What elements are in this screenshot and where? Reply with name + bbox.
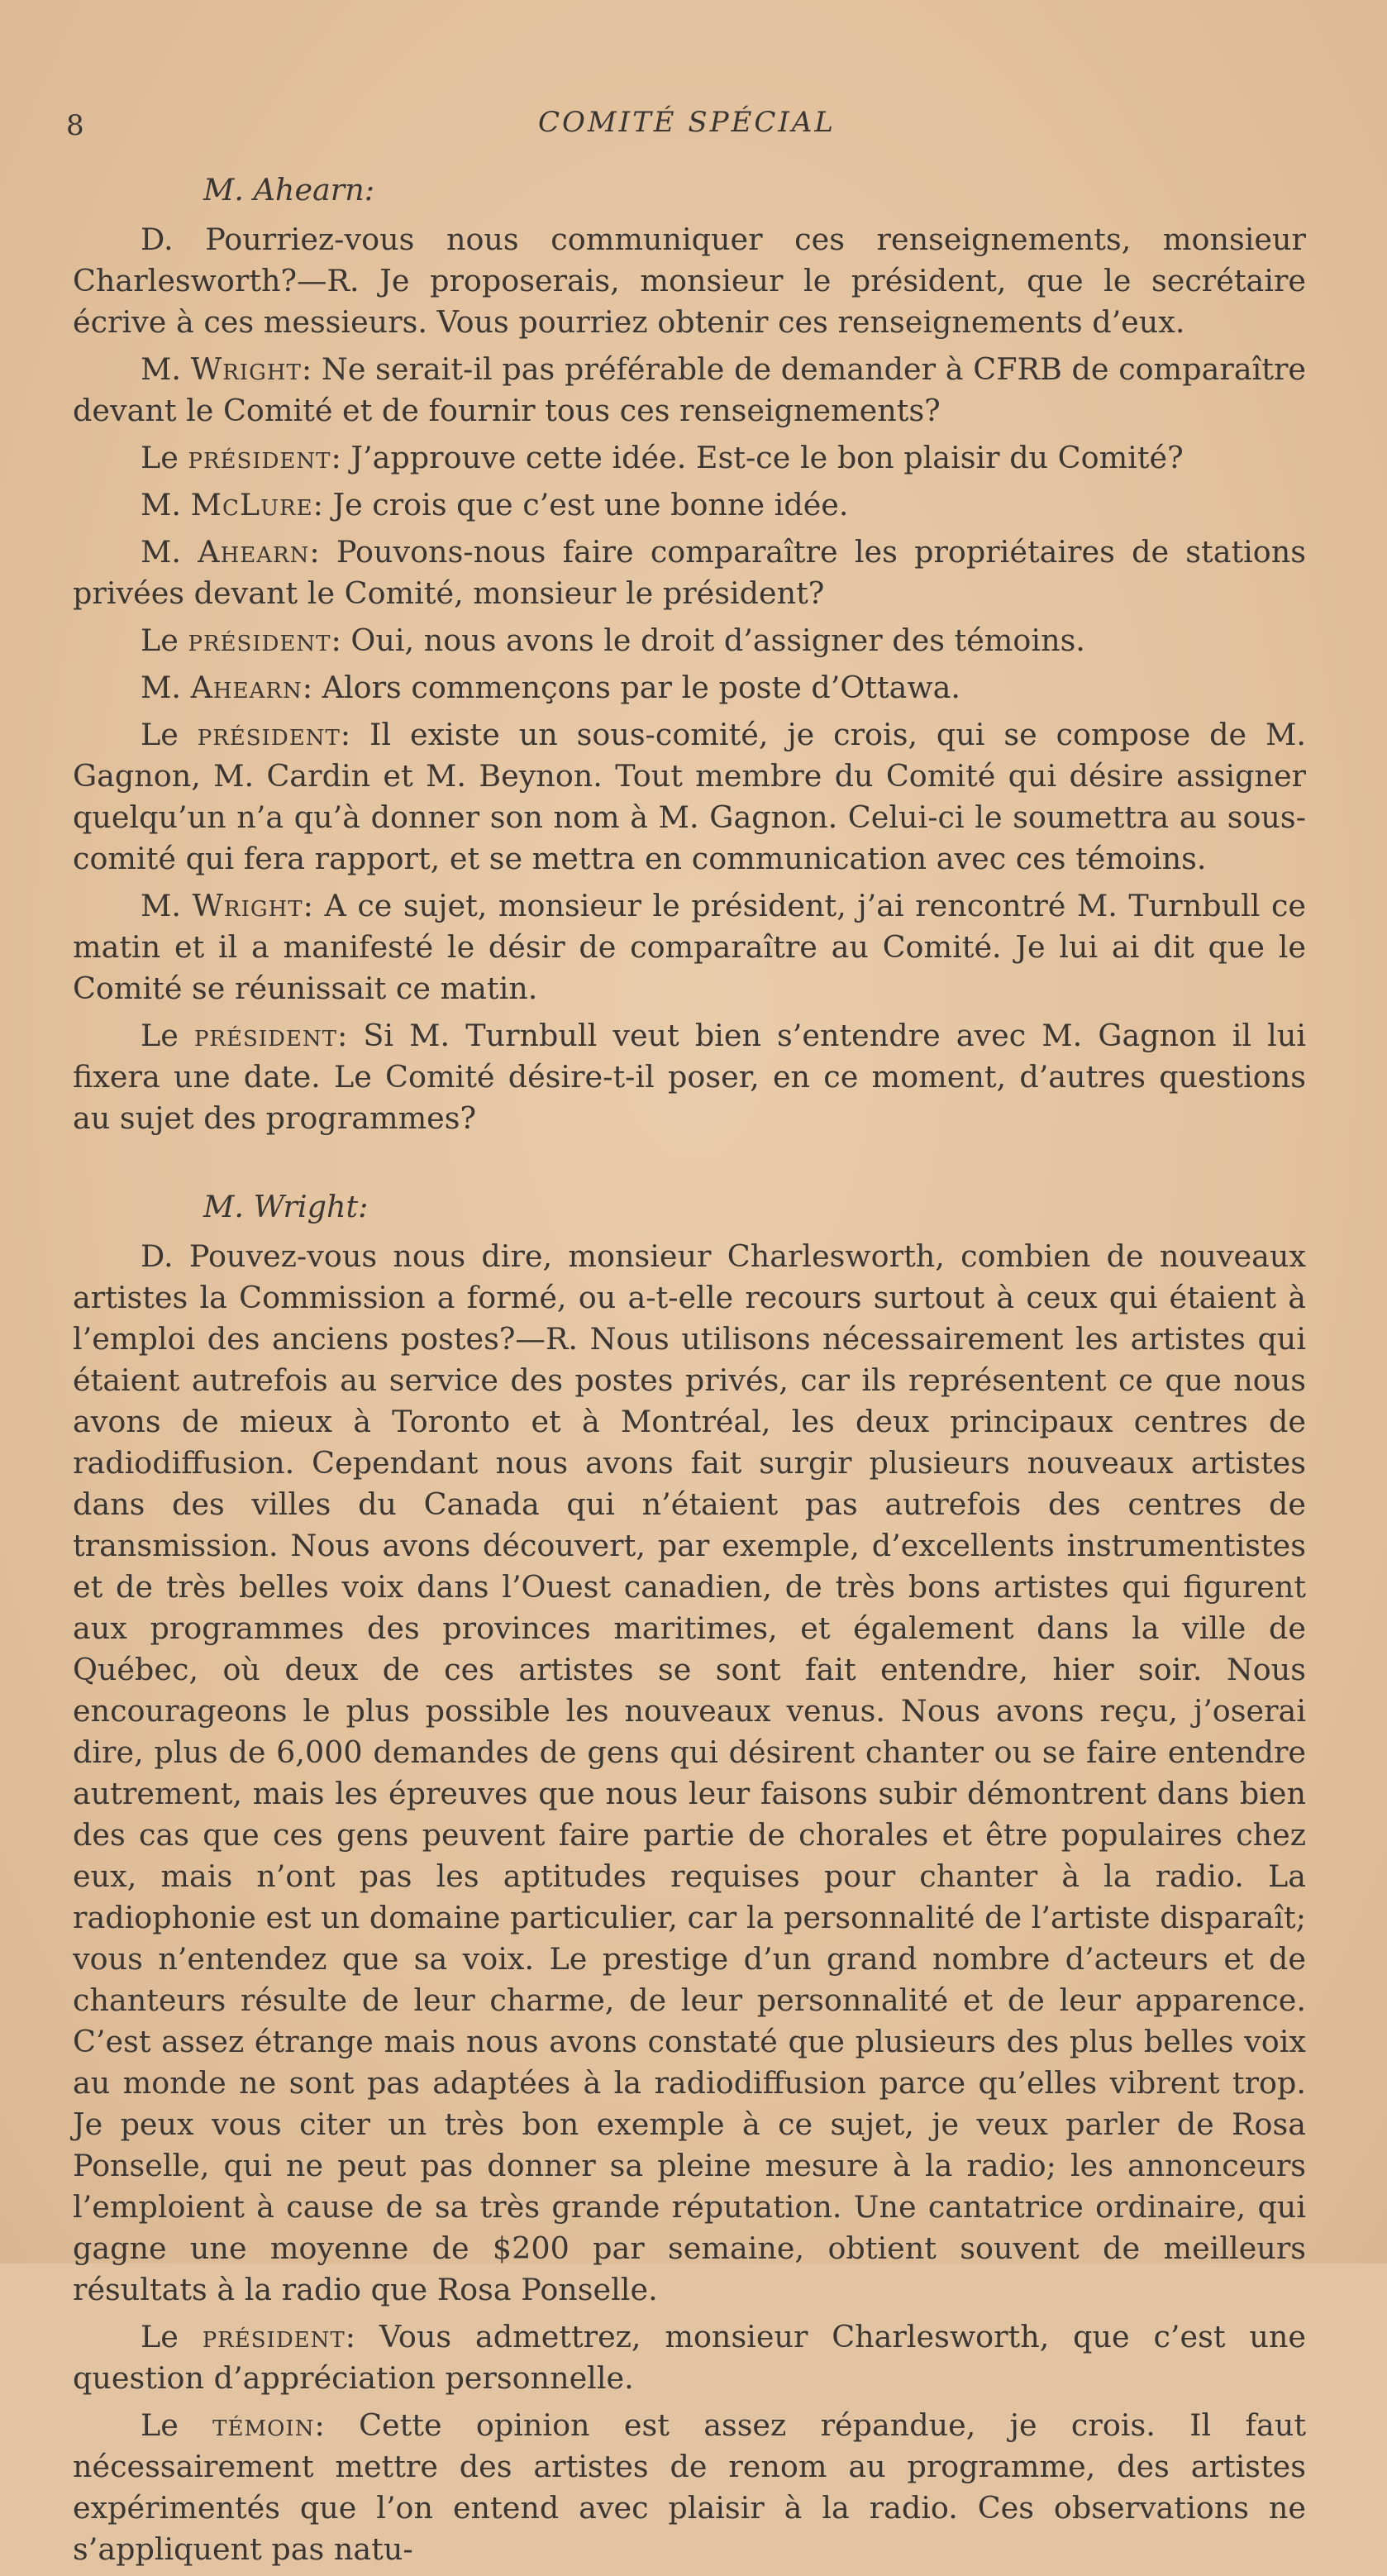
speaker-name: Ahearn [190, 670, 303, 705]
speaker-prefix: M. [141, 888, 193, 923]
speaker-heading: M. Wright: [203, 1189, 369, 1224]
speaker-paragraph [73, 532, 1306, 614]
speaker-name: Ahearn [198, 534, 310, 570]
paragraph-text: : Cette opinion est assez répandue, je crois. Il faut nécessairement mettre des artistes de renom au programme, des artistes expérimentés que l’on entend avec plaisir à la radio. Ces observations ne s’appliquent pas natu- [73, 2407, 1306, 2567]
speaker-prefix: Le [141, 1018, 194, 1053]
paragraph-text: : Il existe un sous-comité, je crois, qui se compose de M. Gagnon, M. Cardin et M. Beynon. Tout membre du Comité qui désire assigner quelqu’un n’a qu’à donner son nom à M. Gagnon. Celui-ci le soumettra au sous-comité qui fera rapport, et se mettra en communication avec ces témoins. [73, 717, 1306, 876]
speaker-paragraph [73, 2405, 1306, 2570]
speaker-name: Wright [190, 351, 302, 387]
page-header [66, 106, 1308, 147]
body-text [73, 169, 1306, 2576]
paragraph-text: : Alors commençons par le poste d’Ottawa. [302, 670, 960, 705]
speaker-prefix: M. [141, 487, 191, 522]
speaker-paragraph [73, 714, 1306, 880]
page-number: 8 [66, 109, 84, 142]
speaker-prefix: M. [141, 534, 198, 570]
speaker-paragraph [73, 437, 1306, 479]
paragraph-text: : Si M. Turnbull veut bien s’entendre avec M. Gagnon il lui fixera une date. Le Comité désire-t-il poser, en ce moment, d’autres questions au sujet des programmes? [73, 1018, 1306, 1136]
paragraph-text: : Pouvons-nous faire comparaître les propriétaires de stations privées devant le Comité, monsieur le président? [73, 534, 1307, 611]
speaker-name: Wright [192, 888, 303, 923]
paragraph-text: : A ce sujet, monsieur le président, j’ai rencontré M. Turnbull ce matin et il a manifesté le désir de comparaître au Comité. Je lui ai dit que le Comité se réunissait ce matin. [73, 888, 1306, 1006]
speaker-name: témoin [212, 2407, 315, 2443]
section-spacer [73, 1145, 1306, 1186]
question-answer-paragraph [73, 219, 1306, 343]
speaker-prefix: Le [141, 2407, 213, 2443]
speaker-prefix: Le [141, 440, 188, 475]
paragraph-text: : Je crois que c’est une bonne idée. [312, 487, 849, 522]
speaker-paragraph [73, 885, 1306, 1009]
speaker-name: président [188, 623, 331, 658]
paragraph-text: D. Pourriez-vous nous communiquer ces renseignements, monsieur Charlesworth?—R. Je proposerais, monsieur le président, que le secrétaire écrive à ces messieurs. Vous pourriez obtenir ces renseignements d’eux. [73, 222, 1306, 340]
speaker-paragraph [73, 484, 1306, 526]
speaker-prefix: Le [141, 623, 188, 658]
speaker-paragraph [73, 349, 1306, 432]
running-title: COMITÉ SPÉCIAL [537, 106, 836, 139]
speaker-paragraph [73, 620, 1306, 661]
speaker-name: président [193, 1018, 337, 1053]
speaker-paragraph [73, 1015, 1306, 1139]
speaker-prefix: M. [141, 670, 191, 705]
speaker-name: président [188, 440, 331, 475]
question-answer-paragraph [73, 1236, 1306, 2311]
speaker-heading: M. Ahearn: [203, 172, 375, 208]
speaker-name: McLure [190, 487, 313, 522]
paragraph-text: D. Pouvez-vous nous dire, monsieur Charlesworth, combien de nouveaux artistes la Commission a formé, ou a-t-elle recours surtout à ceux qui étaient à l’emploi des anciens postes?—R. Nous utilisons nécessairement les artistes qui étaient autrefois au service des postes privés, car ils représentent ce que nous avons de mieux à Toronto et à Montréal, les deux principaux centres de radiodiffusion. Cependant nous avons fait surgir plusieurs nouveaux artistes dans des villes du Canada qui n’étaient pas autrefois des centres de transmission. Nous avons découvert, par exemple, d’excellents instrumentistes et de très belles voix dans l’Ouest canadien, de très bons artistes qui figurent aux programmes des provinces maritimes, et également dans la ville de Québec, où deux de ces artistes se sont fait entendre, hier soir. Nous encourageons le plus possible les nouveaux venus. Nous avons reçu, j’oserai dire, plus de 6,000 demandes de gens qui désirent chanter ou se faire entendre autrement, mais les épreuves que nous leur faisons subir démontrent dans bien des cas que ces gens peuvent faire partie de chorales et être populaires chez eux, mais n’ont pas les aptitudes requises pour chanter à la radio. La radiophonie est un domaine particulier, car la personnalité de l’artiste disparaît; vous n’entendez que sa voix. Le prestige d’un grand nombre d’acteurs et de chanteurs résulte de leur charme, de leur personnalité et de leur apparence. C’est assez étrange mais nous avons constaté que plusieurs des plus belles voix au monde ne sont pas adaptées à la radiodiffusion parce qu’elles vibrent trop. Je peux vous citer un très bon exemple à ce sujet, je veux parler de Rosa Ponselle, qui ne peut pas donner sa pleine mesure à la radio; les annonceurs l’emploient à cause de sa très grande réputation. Une cantatrice ordinaire, qui gagne une moyenne de $200 par semaine, obtient souvent de meilleurs résultats à la radio que Rosa Ponselle. [73, 1238, 1306, 2307]
paragraph-text: : Oui, nous avons le droit d’assigner des témoins. [331, 623, 1085, 658]
speaker-prefix: M. [141, 351, 191, 387]
paragraph-text: : Ne serait-il pas préférable de demander à CFRB de comparaître devant le Comité et de fournir tous ces renseignements? [73, 351, 1306, 428]
speaker-paragraph [73, 2316, 1306, 2399]
speaker-paragraph [73, 667, 1306, 708]
speaker-prefix: Le [141, 717, 198, 752]
paragraph-text: : Vous admettrez, monsieur Charlesworth, que c’est une question d’appréciation personnelle. [73, 2319, 1306, 2396]
speaker-name: président [197, 717, 341, 752]
paragraph-text: : J’approuve cette idée. Est-ce le bon plaisir du Comité? [331, 440, 1184, 475]
speaker-name: président [202, 2319, 346, 2354]
speaker-prefix: Le [141, 2319, 203, 2354]
